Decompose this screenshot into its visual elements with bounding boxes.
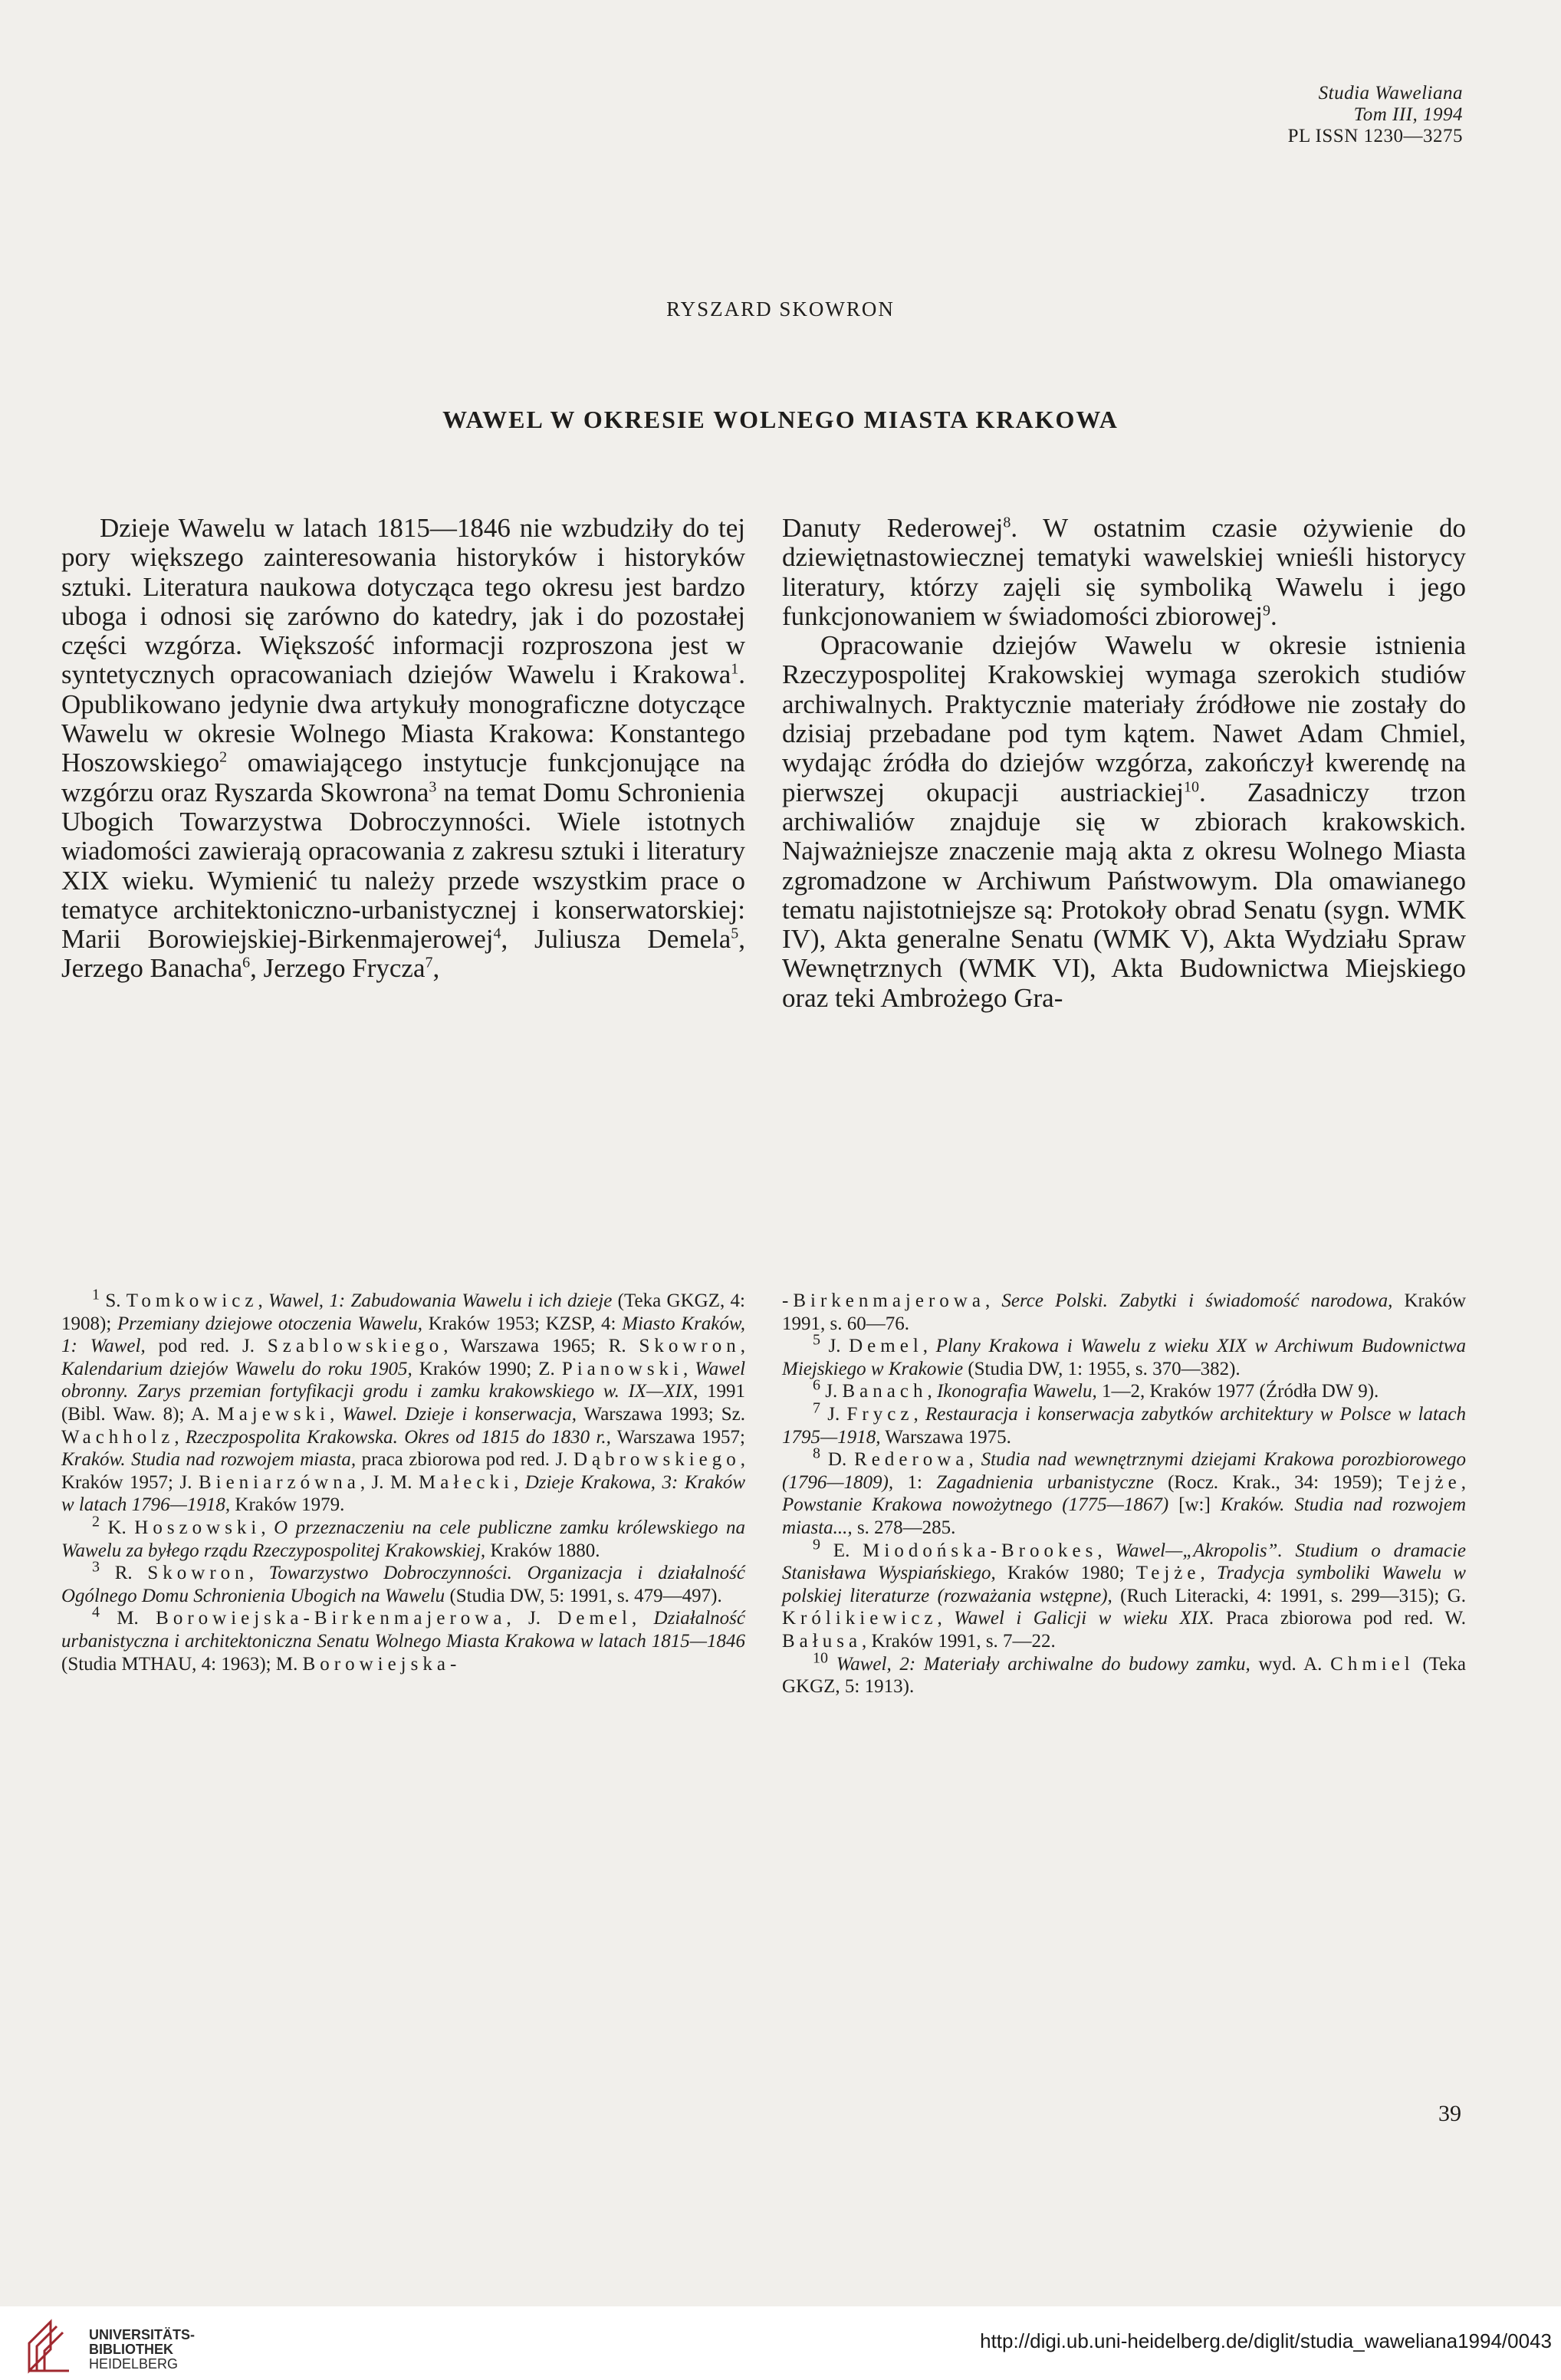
- footnote-ref[interactable]: 8: [1003, 514, 1011, 531]
- footnotes-column-right: [782, 1290, 1466, 1698]
- journal-volume: Tom III, 1994: [1353, 104, 1463, 125]
- footnote-9: $^9$ E. Miodońska-Brookes, Wawel—„Akropolis”. Studium o dramacie Stanisława Wyspiańskiego, Kraków 1980; Tejże, Tradycja symboliki Wawelu w polskiej literaturze (rozważania wstępne), (Ruch Literacki, 4: 1991, s. 299—315); G. Królikiewicz, Wawel i Galicji w wieku XIX. Praca zbiorowa pod red. W. Bałusa, Kraków 1991, s. 7—22.: [782, 1536, 1467, 1652]
- footnote-8: $^8$ D. Rederowa, Studia nad wewnętrznymi dziejami Krakowa porozbiorowego (1796—1809), 1: Zagadnienia urbanistyczne (Rocz. Krak., 34: 1959); Tejże, Powstanie Krakowa nowożytnego (1775—1867) [w:] Kraków. Studia nad rozwojem miasta..., s. 278—285.: [782, 1445, 1467, 1538]
- footnote-ref[interactable]: 2: [219, 748, 228, 766]
- footnote-ref[interactable]: 6: [242, 954, 251, 971]
- body-paragraph: Opracowanie dziejów Wawelu w okresie istnienia Rzeczypospolitej Krakowskiej wymaga szerokich studiów archiwalnych. Praktycznie materiały źródłowe nie zostały do dzisiaj przebadane pod tym kątem. Nawet Adam Chmiel, wydając źródła do dziejów wzgórza, zakończył kwerendę na pierwszej okupacji austriackiej$^{10}$. Zasadniczy trzon archiwaliów znajduje się w zbiorach krakowskich. Najważniejsze znaczenie mają akta z okresu Wolnego Miasta zgromadzone w Archiwum Państwowym. Dla omawianego tematu najistotniejsze są: Protokoły obrad Senatu (sygn. WMK IV), Akta generalne Senatu (WMK V), Akta Wydziału Spraw Wewnętrznych (WMK VI), Akta Budownictwa Miejskiego oraz teki Ambrożego Gra-: [782, 630, 1466, 1013]
- article-author: RYSZARD SKOWRON: [666, 298, 895, 321]
- journal-header: [1288, 83, 1463, 147]
- article-title: WAWEL W OKRESIE WOLNEGO MIASTA KRAKOWA: [442, 406, 1119, 433]
- footnote-10: $^{10}$ Wawel, 2: Materiały archiwalne do budowy zamku, wyd. A. Chmiel (Teka GKGZ, 5: 1913).: [782, 1649, 1466, 1698]
- footnote-1: $^1$ S. Tomkowicz, Wawel, 1: Zabudowania Wawelu i ich dzieje (Teka GKGZ, 4: 1908); Przemiany dziejowe otoczenia Wawelu, Kraków 1953; KZSP, 4: Miasto Kraków, 1: Wawel, pod red. J. Szablowskiego, Warszawa 1965; R. Skowron, Kalendarium dziejów Wawelu do roku 1905, Kraków 1990; Z. Pianowski, Wawel obronny. Zarys przemian fortyfikacji grodu i zamku krakowskiego w. IX—XIX, 1991 (Bibl. Waw. 8); A. Majewski, Wawel. Dzieje i konserwacja, Warszawa 1993; Sz. Wachholz, Rzeczpospolita Krakowska. Okres od 1815 do 1830 r., Warszawa 1957; Kraków. Studia nad rozwojem miasta, praca zbiorowa pod red. J. Dąbrowskiego, Kraków 1957; J. Bieniarzówna, J. M. Małecki, Dzieje Krakowa, 3: Kraków w latach 1796—1918, Kraków 1979.: [61, 1286, 746, 1516]
- page-number: 39: [1438, 2101, 1461, 2126]
- footnote-ref[interactable]: 1: [731, 660, 739, 678]
- body-column-left: [61, 514, 745, 984]
- footnote-ref[interactable]: 9: [1262, 602, 1270, 620]
- journal-issn: PL ISSN 1230—3275: [1287, 126, 1463, 146]
- footnote-4: $^4$ M. Borowiejska-Birkenmajerowa, J. Demel, Działalność urbanistyczna i architektoniczna Senatu Wolnego Miasta Krakowa w latach 1815—1846 (Studia MTHAU, 4: 1963); M. Borowiejska-: [61, 1603, 745, 1675]
- footnote-7: $^7$ J. Frycz, Restauracja i konserwacja zabytków architektury w Polsce w latach 1795—1918, Warszawa 1975.: [782, 1399, 1467, 1448]
- footnote-ref[interactable]: 4: [493, 925, 501, 942]
- footnote-4-continued: -Birkenmajerowa, Serce Polski. Zabytki i świadomość narodowa, Kraków 1991, s. 60—76.: [782, 1290, 1467, 1334]
- body-paragraph: Dzieje Wawelu w latach 1815—1846 nie wzbudziły do tej pory większego zainteresowania historyków i historyków sztuki. Literatura naukowa dotycząca tego okresu jest bardzo uboga i odnosi się zarówno do katedry, jak i do pozostałej części wzgórza. Większość informacji rozproszona jest w syntetycznych opracowaniach dziejów Wawelu i Krakowa$^1$. Opublikowano jedynie dwa artykuły monograficzne dotyczące Wawelu w okresie Wolnego Miasta Krakowa: Konstantego Hoszowskiego$^2$ omawiającego instytucje funkcjonujące na wzgórzu oraz Ryszarda Skowrona$^3$ na temat Domu Schronienia Ubogich Towarzystwa Dobroczynności. Wiele istotnych wiadomości zawierają opracowania z zakresu sztuki i literatury XIX wieku. Wymienić tu należy przede wszystkim prace o tematyce architektoniczno-urbanistycznej i konserwatorskiej: Marii Borowiejskiej-Birkenmajerowej$^4$, Juliusza Demela$^5$, Jerzego Banacha$^6$, Jerzego Frycza$^7$,: [61, 513, 746, 984]
- footnote-ref[interactable]: 3: [429, 778, 437, 796]
- footnote-ref[interactable]: 10: [1183, 778, 1199, 796]
- library-name: UNIVERSITÄTS- BIBLIOTHEK HEIDELBERG: [89, 2327, 196, 2372]
- body-column-right: [782, 514, 1466, 1013]
- footnote-5: $^5$ J. Demel, Plany Krakowa i Wawelu z wieku XIX w Archiwum Budownictwa Miejskiego w Krakowie (Studia DW, 1: 1955, s. 370—382).: [782, 1331, 1467, 1379]
- footnote-3: $^3$ R. Skowron, Towarzystwo Dobroczynności. Organizacja i działalność Ogólnego Domu Schronienia Ubogich na Wawelu (Studia DW, 5: 1991, s. 479—497).: [61, 1558, 745, 1606]
- footnote-6: $^6$ J. Banach, Ikonografia Wawelu, 1—2, Kraków 1977 (Źródła DW 9).: [813, 1377, 1379, 1402]
- footnote-ref[interactable]: 7: [425, 954, 433, 971]
- footnote-ref[interactable]: 5: [731, 925, 739, 942]
- university-library-logo-icon[interactable]: [23, 2317, 81, 2375]
- permalink-url[interactable]: http://digi.ub.uni-heidelberg.de/diglit/studia_waweliana1994/0043: [980, 2329, 1552, 2352]
- footnotes-column-left: [61, 1286, 746, 1675]
- body-paragraph: Danuty Rederowej$^8$. W ostatnim czasie ożywienie do dziewiętnastowiecznej tematyki wawelskiej wnieśli historycy literatury, którzy zajęli się symboliką Wawelu i jego funkcjonowaniem w świadomości zbiorowej$^9$.: [782, 513, 1467, 631]
- footnote-2: $^2$ K. Hoszowski, O przeznaczeniu na cele publiczne zamku królewskiego na Wawelu za byłego rządu Rzeczypospolitej Krakowskiej, Kraków 1880.: [61, 1513, 745, 1561]
- journal-name: Studia Waweliana: [1318, 83, 1463, 104]
